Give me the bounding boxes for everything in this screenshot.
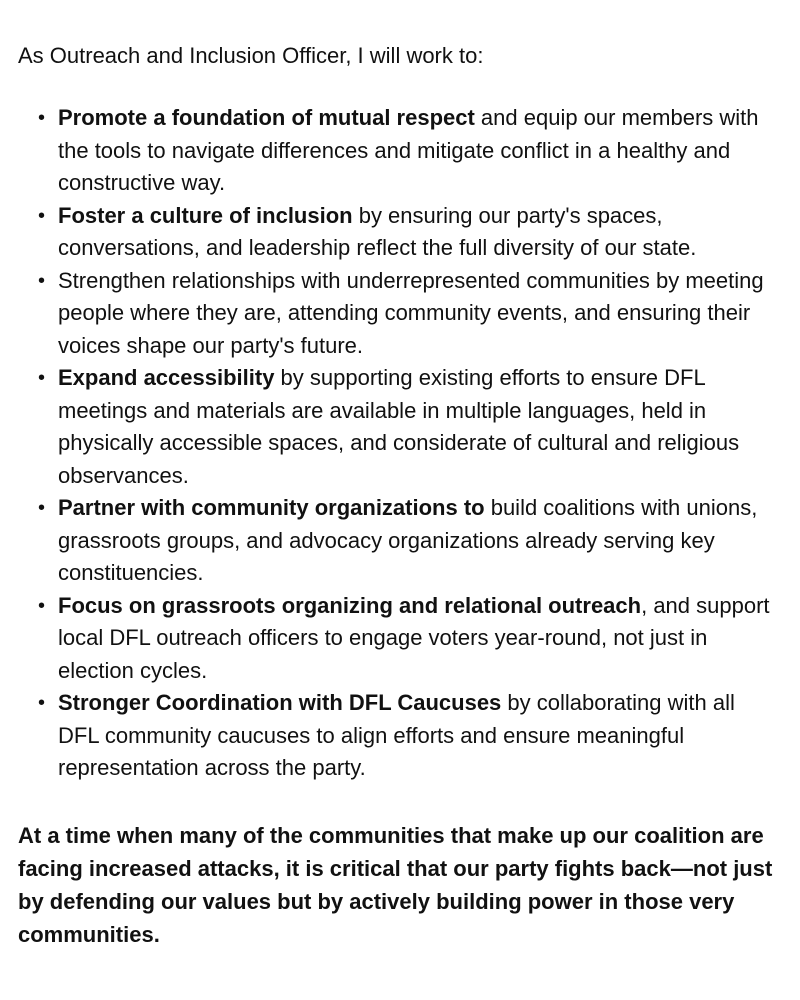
list-item xyxy=(38,265,780,363)
bullet-icon: • xyxy=(38,107,46,129)
item-lead: Stronger Coordination with DFL Caucuses xyxy=(58,690,502,715)
intro-text: As Outreach and Inclusion Officer, I will work to: xyxy=(18,43,484,68)
item-text: by supporting existing efforts to ensure DFL meetings and materials are available in multiple languages, held in physically accessible spaces, and considerate of cultural and religious observances. xyxy=(58,365,740,488)
item-lead: Focus on grassroots organizing and relational outreach xyxy=(58,592,642,618)
bullet-icon: • xyxy=(38,497,46,519)
item-text: build coalitions with unions, grassroots groups, and advocacy organizations already serving key constituencies. xyxy=(58,495,758,585)
list-item xyxy=(38,102,780,200)
item-text: and equip our members with the tools to navigate differences and mitigate conflict in a healthy and constructive way. xyxy=(58,105,759,195)
commitment-list xyxy=(18,102,780,785)
item-lead: Foster a culture of inclusion xyxy=(58,202,353,228)
list-item xyxy=(38,492,780,590)
list-item xyxy=(38,687,780,785)
bullet-icon: • xyxy=(38,692,46,714)
bullet-icon: • xyxy=(38,594,46,617)
bullet-icon: • xyxy=(38,204,46,227)
bullet-icon: • xyxy=(38,269,46,292)
list-item xyxy=(38,200,780,265)
closing-statement: At a time when many of the communities that make up our coalition are facing increased attacks, it is critical that our party fights back—not just by defending our values but by actively building power in those very communities. xyxy=(18,822,773,947)
item-text: by ensuring our party's spaces, conversations, and leadership reflect the full diversity of our state. xyxy=(58,202,697,260)
list-item xyxy=(38,362,780,492)
item-lead: Partner with community organizations to xyxy=(58,495,485,520)
list-item xyxy=(38,590,780,688)
item-text: , and support local DFL outreach officers to engage voters year-round, not just in election cycles. xyxy=(58,592,770,683)
item-text: Strengthen relationships with underrepresented communities by meeting people where they are, attending community events, and ensuring their voices shape our party's future. xyxy=(58,267,764,358)
item-text: by collaborating with all DFL community caucuses to align efforts and ensure meaningful representation across the party. xyxy=(58,690,735,780)
item-lead: Expand accessibility xyxy=(58,365,275,390)
bullet-icon: • xyxy=(38,367,46,389)
item-lead: Promote a foundation of mutual respect xyxy=(58,105,475,130)
